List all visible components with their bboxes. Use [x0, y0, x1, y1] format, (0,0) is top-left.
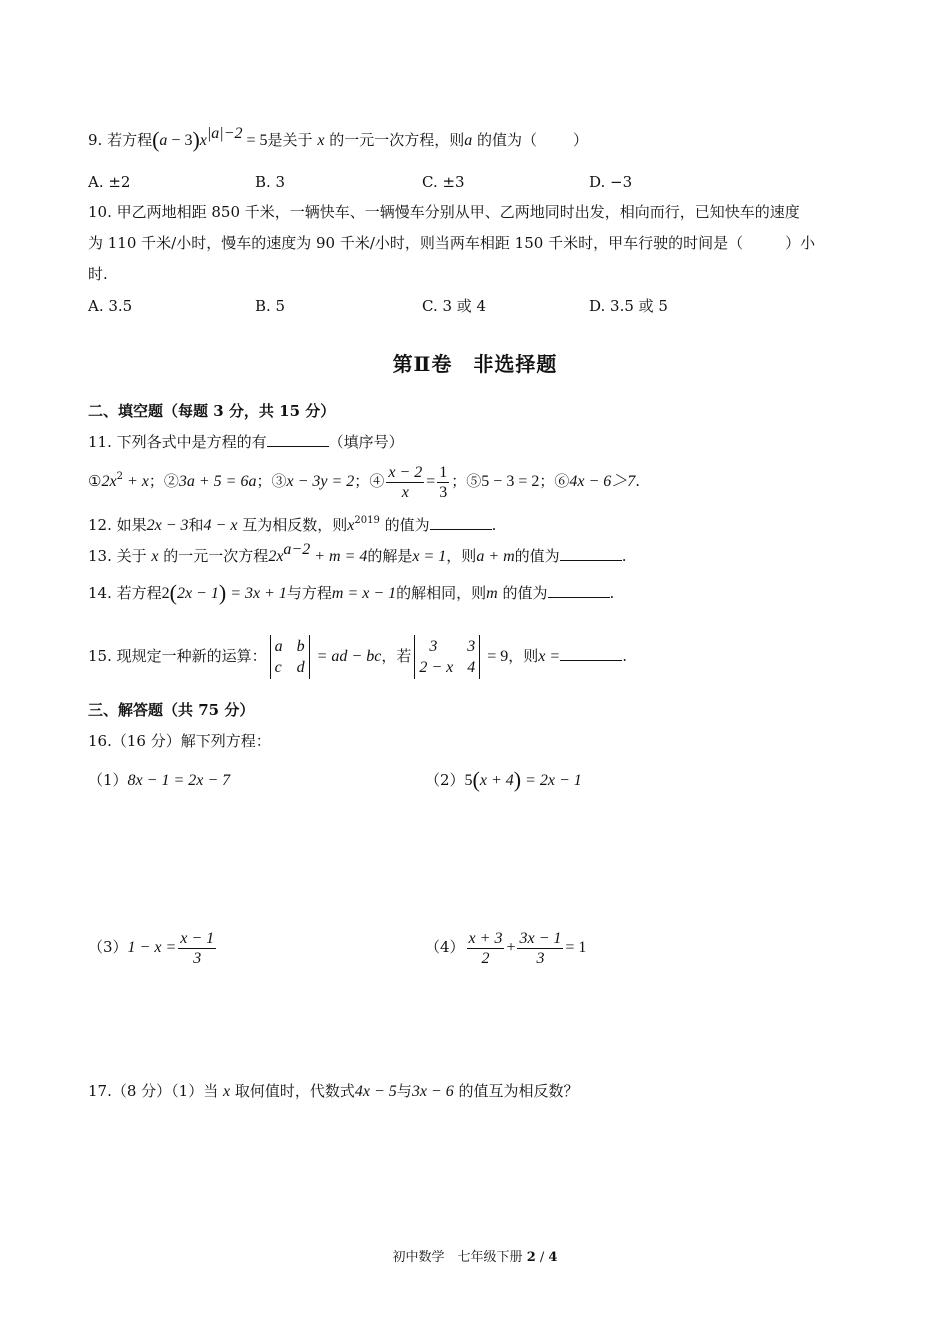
q15-determinant-given: 3 3 2 − x 4 [414, 635, 480, 679]
q16-part1: （1）8x − 1 = 2x − 7 [88, 771, 231, 789]
q17-stem: 17.（8 分）（1）当 x 取何值时，代数式4x − 5与3x − 6 的值互为相反数？ [88, 1082, 579, 1100]
q13-blank[interactable] [560, 546, 622, 561]
section-title: 第Ⅱ卷 非选择题 [392, 352, 558, 376]
q9-option-c[interactable]: C. ±3 [422, 173, 465, 191]
q16-part4-fraction-2: $\frac{3x - 1}{3}$ [519, 929, 562, 967]
q15-stem: 15. 现规定一种新的运算： a b c d = ad − bc，若 3 3 2 − x 4 = 9，则x = . [88, 632, 627, 681]
page-total: 4 [548, 1250, 558, 1265]
page-number: 2 [526, 1250, 536, 1265]
q15-determinant-definition: a b c d [270, 635, 310, 679]
q12-stem: 12. 如果2x − 3和4 − x 互为相反数，则$x^{2019}$ 的值为 . [88, 515, 497, 534]
q10-line3: 时. [88, 265, 108, 283]
part3-heading: 三、解答题（共 75 分） [88, 701, 255, 719]
q15-blank[interactable] [560, 646, 622, 661]
q11-expressions: $①2x^2 + x$；②3a + 5 = 6a；③x − 3y = 2；④ $\frac{x - 2}{x}$ = $\frac{1}{3}$ ；⑤5 − 3 = 2；⑥4x − 6＞7. [88, 463, 641, 501]
q11-fraction-1: $\frac{x - 2}{x}$ [388, 463, 423, 501]
q14-blank[interactable] [548, 583, 610, 598]
q14-stem: 14. 若方程2(2x − 1) = 3x + 1与方程m = x − 1的解相同，则m 的值为 . [88, 580, 615, 605]
q9-option-a[interactable]: A. ±2 [88, 173, 131, 191]
page-footer: 初中数学 七年级下册 2 / 4 [392, 1250, 558, 1265]
q10-option-b[interactable]: B. 5 [255, 297, 286, 315]
q16-part3-fraction: $\frac{x - 1}{3}$ [180, 929, 215, 967]
q16-title: 16.（16 分）解下列方程： [88, 732, 271, 750]
q10-option-d[interactable]: D. 3.5 或 5 [589, 297, 668, 315]
q11-stem: 11. 下列各式中是方程的有 （填序号） [88, 433, 404, 451]
q10-option-c[interactable]: C. 3 或 4 [422, 297, 487, 315]
q11-blank[interactable] [267, 432, 329, 447]
q11-fraction-2: $\frac{1}{3}$ [439, 463, 448, 501]
part2-heading: 二、填空题（每题 3 分，共 15 分） [88, 402, 336, 420]
q9-option-b[interactable]: B. 3 [255, 173, 286, 191]
q10-line1: 10. 甲乙两地相距 850 千米，一辆快车、一辆慢车分别从甲、乙两地同时出发，相向而行，已知快车的速度 [88, 203, 800, 221]
q12-blank[interactable] [430, 515, 492, 530]
q10-option-a[interactable]: A. 3.5 [88, 297, 133, 315]
q16-part4: （4） $\frac{x + 3}{2}$ + $\frac{3x - 1}{3}$ = 1 [425, 929, 587, 967]
q16-part3: （3）1 − x = $\frac{x - 1}{3}$ [88, 929, 215, 967]
q9-option-d[interactable]: D. −3 [589, 173, 633, 191]
q10-line2: 为 110 千米/小时，慢车的速度为 90 千米/小时，则当两车相距 150 千米时，甲车行驶的时间是（ ）小 [88, 234, 816, 252]
q16-part4-fraction-1: $\frac{x + 3}{2}$ [468, 929, 503, 967]
q9-stem: 9. 若方程$(a - 3)x^{|a|-2} = 5$是关于 x 的一元一次方程，则a 的值为（ ） [88, 125, 589, 152]
q13-stem: 13. 关于 x 的一元一次方程$2x^{a-2} + m = 4$的解是x = 1，则a + m的值为 . [88, 541, 627, 565]
q16-part2: （2）5(x + 4) = 2x − 1 [425, 767, 582, 792]
